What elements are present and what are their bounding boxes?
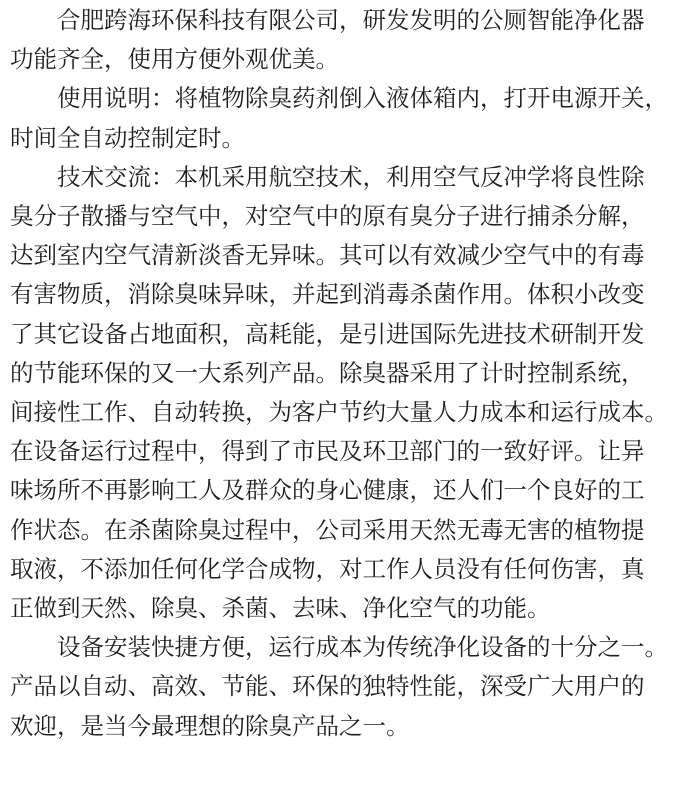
text-line: 取液，不添加任何化学合成物，对工作人员没有任何伤害，真 (10, 554, 645, 583)
text-line: 技术交流：本机采用航空技术，利用空气反冲学将良性除 (57, 162, 645, 191)
text-line: 间接性工作、自动转换，为客户节约大量人力成本和运行成本。 (10, 398, 668, 427)
text-line: 味场所不再影响工人及群众的身心健康，还人们一个良好的工 (10, 476, 645, 505)
text-line: 臭分子散播与空气中，对空气中的原有臭分子进行捕杀分解， (10, 202, 645, 231)
text-line: 达到室内空气清新淡香无异味。其可以有效减少空气中的有毒 (10, 241, 645, 270)
text-line: 了其它设备占地面积，高耗能，是引进国际先进技术研制开发 (10, 319, 645, 348)
text-line: 合肥跨海环保科技有限公司，研发发明的公厕智能净化器 (57, 6, 645, 34)
text-line: 正做到天然、除臭、杀菌、去味、净化空气的功能。 (10, 594, 551, 623)
text-line: 设备安装快捷方便，运行成本为传统净化设备的十分之一。 (57, 633, 668, 662)
text-line: 有害物质，消除臭味异味，并起到消毒杀菌作用。体积小改变 (10, 280, 645, 309)
text-line: 的节能环保的又一大系列产品。除臭器采用了计时控制系统， (10, 358, 645, 387)
text-line: 功能齐全，使用方便外观优美。 (10, 45, 339, 74)
paragraph-usage (10, 79, 676, 157)
paragraph-technology (10, 158, 676, 628)
paragraph-intro (10, 1, 676, 79)
text-line: 作状态。在杀菌除臭过程中，公司采用天然无毒无害的植物提 (10, 515, 645, 544)
text-line: 使用说明：将植物除臭药剂倒入液体箱内，打开电源开关， (57, 84, 668, 113)
text-line: 产品以自动、高效、节能、环保的独特性能，深受广大用户的 (10, 672, 645, 701)
text-line: 时间全自动控制定时。 (10, 123, 245, 152)
text-line: 欢迎，是当今最理想的除臭产品之一。 (10, 711, 410, 740)
text-line: 在设备运行过程中，得到了市民及环卫部门的一致好评。让异 (10, 437, 645, 466)
paragraph-summary (10, 628, 676, 746)
